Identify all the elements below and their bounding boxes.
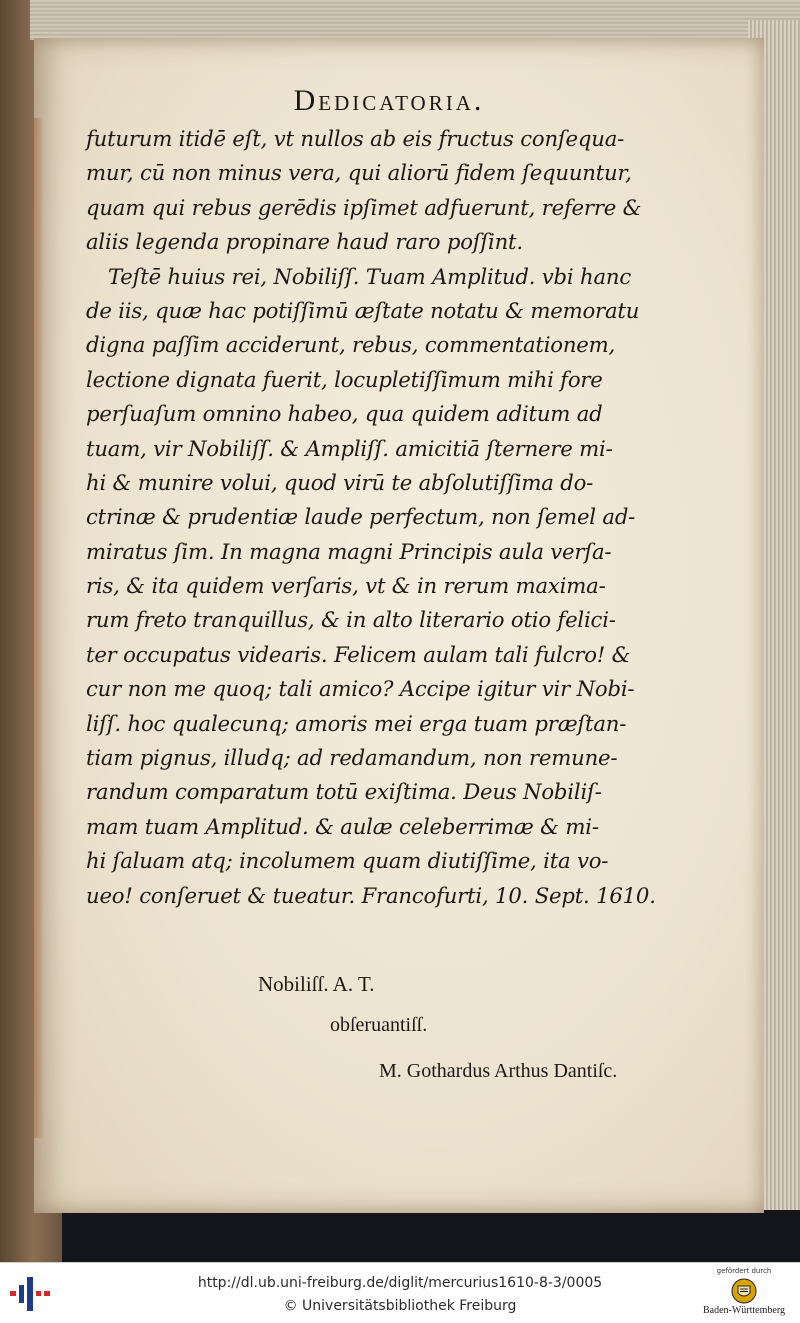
text-line: mam tuam Amplitud. & aulæ celeberrimæ & mi- <box>86 813 599 839</box>
text-line: perſuaſum omnino habeo, qua quidem aditum ad <box>86 401 603 427</box>
sponsor-label: gefördert durch <box>716 1267 772 1275</box>
valediction: Nobiliſſ. A. T. <box>258 972 375 996</box>
text-line: ctrinæ & prudentiæ laude perfectum, non ſemel ad- <box>86 504 636 530</box>
text-line: lectione dignata fuerit, locupletiſſimum mihi fore <box>86 366 603 392</box>
sponsor-name: Baden-Württemberg <box>702 1305 785 1316</box>
logo-dash-left <box>10 1291 16 1296</box>
text-line: tuam, vir Nobiliſſ. & Ampliſſ. amicitiā ſternere mi- <box>86 435 613 461</box>
author-signature: M. Gothardus Arthus Dantiſc. <box>379 1060 618 1082</box>
text-line: Teſtē huius rei, Nobiliſſ. Tuam Amplitud. vbi hanc <box>108 263 631 289</box>
text-line: tiam pignus, illudq; ad redamandum, non remune- <box>86 745 618 771</box>
text-line: rum freto tranquillus, & in alto literario otio felici- <box>86 607 616 633</box>
book-page <box>34 38 764 1213</box>
text-line: quam qui rebus gerēdis ipſimet adfuerunt, referre & <box>86 194 642 220</box>
logo-dash-right-2 <box>44 1291 50 1296</box>
text-line: hi & munire volui, quod virū te abſolutiſſima do- <box>86 469 594 495</box>
text-line: aliis legenda propinare haud raro poſſint. <box>86 229 523 255</box>
text-line: cur non me quoq; tali amico? Accipe igitur vir Nobi- <box>86 676 635 702</box>
text-line: ter occupatus videaris. Felicem aulam tali fulcro! & <box>86 641 631 667</box>
running-head: Dedicatoria. <box>293 84 485 117</box>
page-stack-top-edge <box>30 0 800 40</box>
text-line: hi ſaluam atq; incolumem quam diutiſſime, ita vo- <box>86 848 609 874</box>
copyright-notice: © Universitätsbibliothek Freiburg <box>283 1298 517 1314</box>
dedication-body <box>86 122 666 913</box>
text-line: ris, & ita quidem verſaris, vt & in rerum maxima- <box>86 573 606 599</box>
text-line: mur, cū non minus vera, qui aliorū fidem ſequuntur, <box>86 160 632 186</box>
text-line: de iis, quæ hac potiſſimū æſtate notatu & memoratu <box>86 297 640 323</box>
text-line: digna paſſim acciderunt, rebus, commentationem, <box>86 332 616 358</box>
viewer-footer <box>0 1262 800 1323</box>
document-url[interactable]: http://dl.ub.uni-freiburg.de/diglit/mercurius1610-8-3/0005 <box>197 1275 603 1291</box>
text-line: randum comparatum totū exiſtima. Deus Nobiliſ- <box>86 779 602 805</box>
text-line: miratus ſim. In magna magni Principis aula verſa- <box>86 538 612 564</box>
logo-dash-right-1 <box>36 1291 41 1296</box>
text-line: futurum itidē eſt, vt nullos ab eis fructus conſequa- <box>86 126 625 151</box>
observance-line: obſeruantiſſ. <box>330 1014 428 1036</box>
text-line: ueo! conſeruet & tueatur. Francofurti, 10. Sept. 1610. <box>86 882 656 908</box>
baden-wuerttemberg-seal-icon <box>731 1278 757 1304</box>
text-line: liſſ. hoc qualecunq; amoris mei erga tuam præſtan- <box>86 710 627 736</box>
sponsor-block <box>692 1267 796 1322</box>
gutter-stain <box>34 118 44 1138</box>
